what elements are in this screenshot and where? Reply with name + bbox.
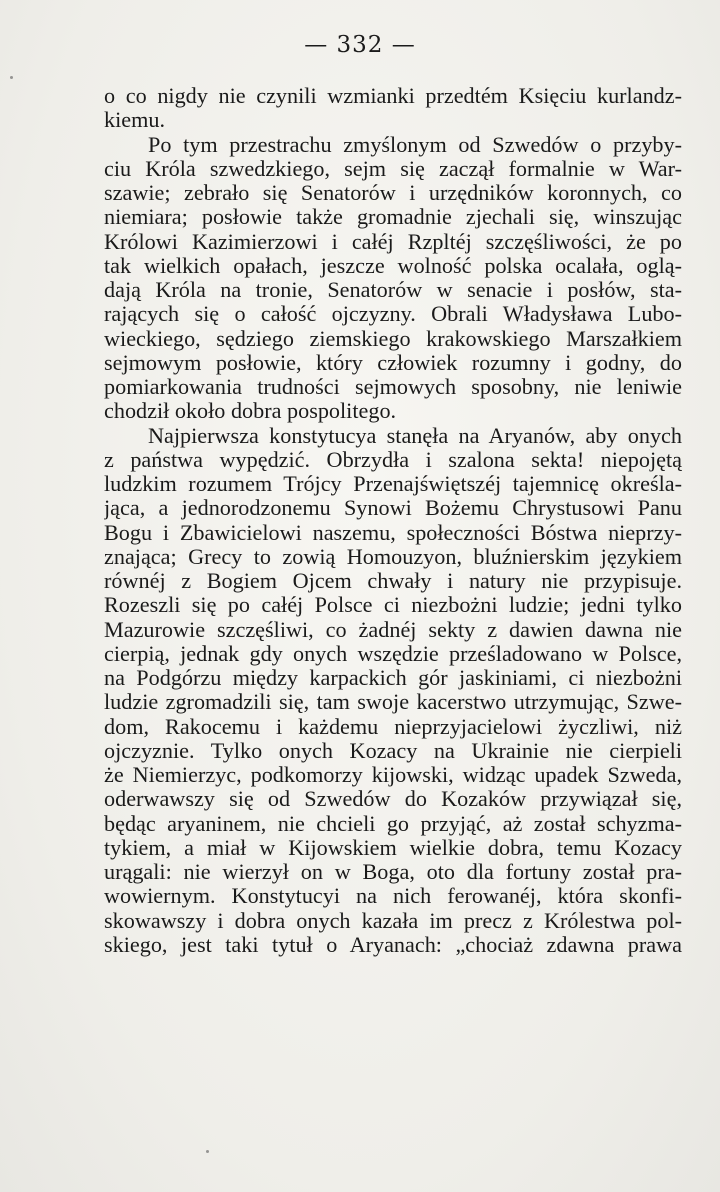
text-line: Mazurowie szczęśliwi, co żadnéj sekty z dawien dawna nie bbox=[104, 617, 682, 642]
text-line: skiego, jest taki tytuł o Aryanach: „chociaż zdawna prawa bbox=[104, 932, 682, 957]
text-line: skowawszy i dobra onych kazała im precz z Królestwa pol- bbox=[104, 908, 682, 933]
text-line: jąca, a jednorodzonemu Synowi Bożemu Chrystusowi Panu bbox=[104, 496, 682, 521]
text-line: kiemu. bbox=[104, 108, 166, 133]
text-line: tykiem, a miał w Kijowskiem wielkie dobra, temu Kozacy bbox=[104, 835, 682, 860]
body-text bbox=[104, 84, 682, 957]
text-line: Po tym przestrachu zmyślonym od Szwedów o przyby- bbox=[148, 132, 682, 157]
text-line: że Niemierzyc, podkomorzy kijowski, widząc upadek Szweda, bbox=[104, 763, 682, 787]
text-line: wieckiego, sędziego ziemskiego krakowskiego Marszałkiem bbox=[104, 326, 682, 351]
text-line: rających się o całość ojczyzny. Obrali Władysława Lubo- bbox=[104, 302, 682, 327]
text-line: pomiarkowania trudności sejmowych sposobny, nie leniwie bbox=[104, 375, 682, 399]
text-line: znająca; Grecy to zowią Homouzyon, bluźnierskim językiem bbox=[104, 544, 682, 569]
text-line: cierpią, jednak gdy onych wszędzie prześladowano w Polsce, bbox=[104, 641, 682, 666]
paper-speck bbox=[206, 1150, 209, 1153]
text-line: ludzie zgromadzili się, tam swoje kacerstwo utrzymując, Szwe- bbox=[104, 690, 682, 715]
text-line: na Podgórzu między karpackich gór jaskiniami, ci niezbożni bbox=[104, 666, 682, 690]
text-line: ludzkim rozumem Trójcy Przenajświętszéj tajemnicę określa- bbox=[104, 472, 682, 496]
text-line: szawie; zebrało się Senatorów i urzędników koronnych, co bbox=[104, 181, 682, 205]
text-line: z państwa wypędzić. Obrzydła i szalona sekta! niepojętą bbox=[104, 447, 682, 472]
paper-speck bbox=[10, 76, 13, 79]
text-line: urągali: nie wierzył on w Boga, oto dla fortuny został pra- bbox=[104, 860, 682, 884]
text-line: dom, Rakocemu i każdemu nieprzyjacielowi życzliwi, niż bbox=[104, 714, 682, 739]
text-line: Królowi Kazimierzowi i całéj Rzpltéj szczęśliwości, że po bbox=[104, 229, 682, 254]
page-number: — 332 — bbox=[304, 32, 416, 58]
text-line: chodził około dobra pospolitego. bbox=[104, 399, 397, 424]
text-line: ojczyznie. Tylko onych Kozacy na Ukrainie nie cierpieli bbox=[104, 738, 682, 763]
text-line: sejmowym posłowie, który człowiek rozumny i godny, do bbox=[104, 350, 682, 375]
text-line: Bogu i Zbawicielowi naszemu, społeczności Bóstwa nieprzy- bbox=[104, 520, 682, 545]
text-line: ciu Króla szwedzkiego, sejm się zaczął formalnie w War- bbox=[104, 156, 682, 181]
text-line: dają Króla na tronie, Senatorów w senacie i posłów, sta- bbox=[104, 278, 682, 302]
text-line: tak wielkich opałach, jeszcze wolność polska ocalała, oglą- bbox=[104, 253, 682, 278]
text-line: o co nigdy nie czynili wzmianki przedtém Księciu kurlandz- bbox=[104, 84, 682, 108]
text-line: Rozeszli się po całéj Polsce ci niezbożni ludzie; jedni tylko bbox=[104, 593, 682, 618]
text-line: wowiernym. Konstytucyi na nich ferowanéj, która skonfi- bbox=[104, 884, 682, 909]
text-line: będąc aryaninem, nie chcieli go przyjąć, aż został schyzma- bbox=[104, 811, 682, 836]
text-line: równéj z Bogiem Ojcem chwały i natury nie przypisuje. bbox=[104, 569, 682, 593]
text-line: niemiara; posłowie także gromadnie zjechali się, winszując bbox=[104, 205, 682, 230]
text-line: Najpierwsza konstytucya stanęła na Aryanów, aby onych bbox=[148, 423, 682, 448]
text-line: oderwawszy się od Szwedów do Kozaków przywiązał się, bbox=[104, 787, 682, 812]
